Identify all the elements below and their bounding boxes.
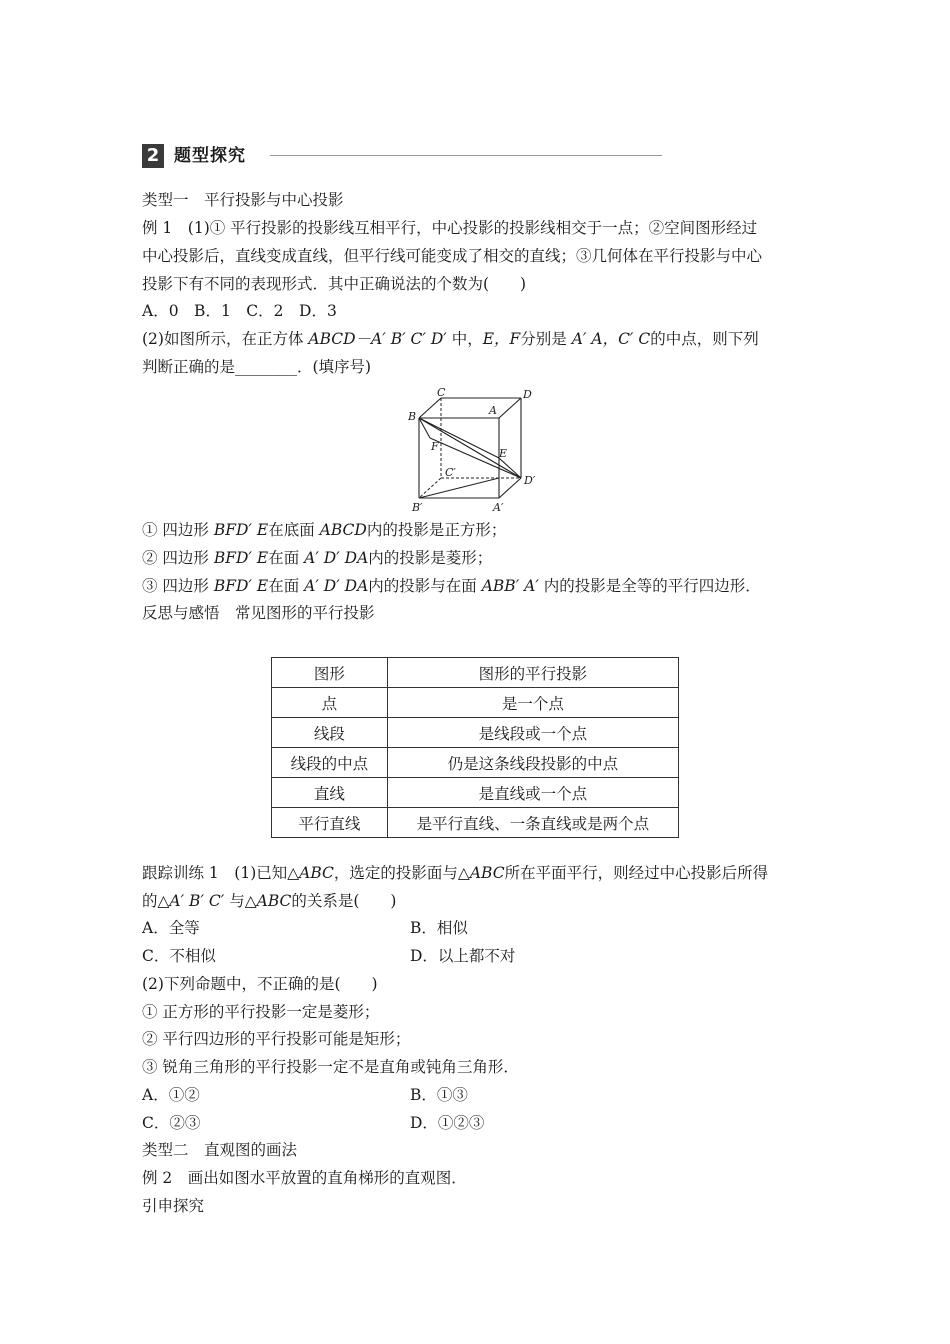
table-cell: 线段的中点 <box>272 748 388 778</box>
label-b-prime: B′ <box>412 501 423 514</box>
text: 内的投影与在面 <box>368 577 482 595</box>
label-f: F <box>431 440 439 453</box>
table-cell: 是线段或一个点 <box>387 718 678 748</box>
text: 的中点，则下列 <box>650 330 759 348</box>
label-d-prime: D′ <box>524 474 536 487</box>
table-cell: 直线 <box>272 778 388 808</box>
table-cell: 线段 <box>272 718 388 748</box>
table-row <box>272 778 679 808</box>
option-b: B．相似 <box>410 919 468 937</box>
practice1-line2 <box>142 890 396 912</box>
table-cell: 是直线或一个点 <box>387 778 678 808</box>
practice1-statement-1: ① 正方形的平行投影一定是菱形； <box>142 1003 380 1021</box>
table-cell: 平行直线 <box>272 808 388 838</box>
label-c: C <box>437 386 446 399</box>
example1-part2-line2: 判断正确的是________．(填序号) <box>142 358 372 376</box>
type1-heading: 类型一 平行投影与中心投影 <box>142 191 344 209</box>
option2-b: B．①③ <box>410 1086 468 1104</box>
example1-options: A．0 B．1 C．2 D．3 <box>142 302 337 320</box>
table-row <box>272 808 679 838</box>
plane: ABB′ A′ <box>481 577 539 595</box>
statement-1 <box>142 519 506 541</box>
label-d: D <box>523 388 532 401</box>
table-cell: 是平行直线、一条直线或是两个点 <box>387 808 678 838</box>
text: 在面 <box>268 549 305 567</box>
text: 所在平面平行，则经过中心投影后所得 <box>504 864 769 882</box>
section-title: 题型探究 <box>174 146 246 166</box>
reflection-heading: 反思与感悟 常见图形的平行投影 <box>142 604 375 622</box>
table-cell: 仍是这条线段投影的中点 <box>387 748 678 778</box>
section-rule <box>270 155 662 156</box>
example1-line2: 中心投影后，直线变成直线，但平行线可能变成了相交的直线；③几何体在平行投影与中心 <box>142 247 763 265</box>
practice1-part2: (2)下列命题中，不正确的是( ) <box>142 975 378 993</box>
option-c: C．不相似 <box>142 947 216 965</box>
text: ③ 四边形 <box>142 577 214 595</box>
label-b: B <box>408 410 417 423</box>
text: 在面 <box>268 577 305 595</box>
table-header-row <box>272 658 679 688</box>
text: 中， <box>446 330 483 348</box>
segment-fd <box>430 438 521 478</box>
example1-part2-line1 <box>142 328 759 350</box>
quad: BFD′ E <box>213 521 269 539</box>
triangle: ABC <box>469 864 505 882</box>
text: 内的投影是菱形； <box>368 549 493 567</box>
table-header-cell: 图形的平行投影 <box>387 658 678 688</box>
example1-line1: 例 1 (1)① 平行投影的投影线互相平行，中心投影的投影线相交于一点；②空间图形经过 <box>142 219 758 237</box>
section-header <box>142 143 522 171</box>
label-c-prime: C′ <box>445 466 456 479</box>
cube-name: ABCD－A′ B′ C′ D′ <box>308 330 447 348</box>
label-e: E <box>499 447 508 460</box>
label-a-prime: A′ <box>493 501 504 514</box>
example2-text: 例 2 画出如图水平放置的直角梯形的直观图． <box>142 1169 467 1187</box>
edges: A′ A，C′ C <box>571 330 651 348</box>
text: 的关系是( ) <box>291 892 397 910</box>
statement-2 <box>142 547 492 569</box>
option2-a: A．①② <box>142 1086 200 1104</box>
text: ① 四边形 <box>142 521 214 539</box>
practice1-statement-2: ② 平行四边形的平行投影可能是矩形； <box>142 1030 411 1048</box>
statement-3 <box>142 575 761 597</box>
option-d: D．以上都不对 <box>410 947 516 965</box>
plane: A′ D′ DA <box>304 549 369 567</box>
example1-line3: 投影下有不同的表现形式．其中正确说法的个数为( ) <box>142 275 527 293</box>
section-number: 2 <box>142 144 164 168</box>
text: (2)如图所示，在正方体 <box>142 330 309 348</box>
text: 内的投影是全等的平行四边形． <box>538 577 761 595</box>
edge <box>499 398 521 418</box>
text: ，选定的投影面与△ <box>333 864 470 882</box>
points-ef: E，F <box>482 330 521 348</box>
text: 分别是 <box>520 330 572 348</box>
segment-ed <box>499 458 521 478</box>
table-cell: 点 <box>272 688 388 718</box>
edge <box>419 398 441 418</box>
text: 与△ <box>224 892 257 910</box>
text: 跟踪训练 1 (1)已知△ <box>142 864 300 882</box>
table-row <box>272 748 679 778</box>
quad: BFD′ E <box>213 577 269 595</box>
label-a: A <box>489 404 497 417</box>
text: ② 四边形 <box>142 549 214 567</box>
option-a: A．全等 <box>142 919 200 937</box>
table-row <box>272 688 679 718</box>
text: 在底面 <box>268 521 320 539</box>
triangle: ABC <box>299 864 334 882</box>
practice1-statement-3: ③ 锐角三角形的平行投影一定不是直角或钝角三角形． <box>142 1058 519 1076</box>
option2-d: D．①②③ <box>410 1114 485 1132</box>
triangle: A′ B′ C′ <box>169 892 225 910</box>
plane: A′ D′ DA <box>304 577 369 595</box>
cube-figure <box>395 386 555 516</box>
edge <box>499 478 521 498</box>
triangle: ABC <box>256 892 292 910</box>
practice1-line1 <box>142 862 768 884</box>
text: 内的投影是正方形； <box>366 521 507 539</box>
extension-heading: 引申探究 <box>142 1197 205 1215</box>
table-cell: 是一个点 <box>387 688 678 718</box>
plane: ABCD <box>319 521 367 539</box>
option2-c: C．②③ <box>142 1114 201 1132</box>
text: 的△ <box>142 892 170 910</box>
quad: BFD′ E <box>213 549 269 567</box>
projection-table <box>271 657 679 838</box>
type2-heading: 类型二 直观图的画法 <box>142 1141 298 1159</box>
table-row <box>272 718 679 748</box>
table-header-cell: 图形 <box>272 658 388 688</box>
edge <box>419 478 499 498</box>
